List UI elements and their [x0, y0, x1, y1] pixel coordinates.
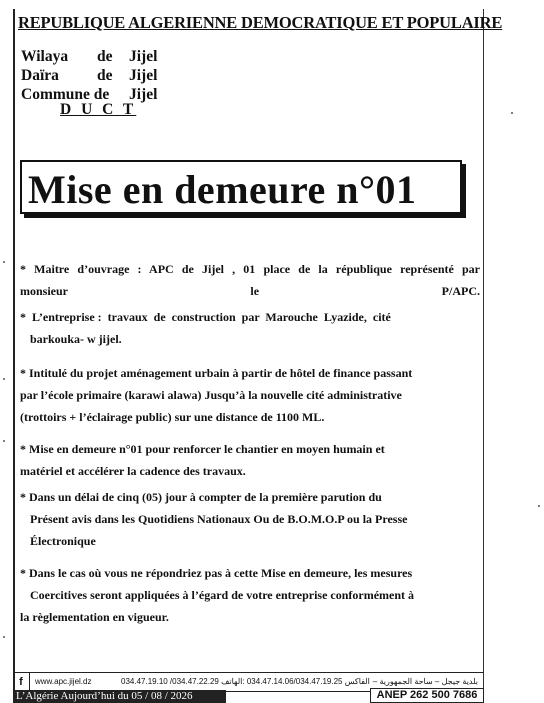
newspaper-dateline: L’Algérie Aujourd’hui du 05 / 08 / 2026: [13, 690, 226, 703]
wilaya-value: Jijel: [129, 48, 158, 65]
department-label: D U C T: [60, 101, 137, 118]
commune-value: Jijel: [129, 86, 158, 103]
republic-header: REPUBLIQUE ALGERIENNE DEMOCRATIQUE ET POPULAIRE: [18, 13, 503, 32]
paragraph-mesures: * Dans le cas où vous ne répondriez pas à cette Mise en demeure, les mesures Coercitives seront appliquées à l’égard de votre entreprise conformément à la règlementation en vigueur.: [20, 566, 415, 624]
website-link[interactable]: www.apc.jijel.dz: [35, 677, 92, 686]
facebook-icon[interactable]: f: [13, 673, 30, 691]
arabic-address: بلدية جيجل – ساحة الجمهورية –: [372, 677, 478, 686]
notice-body: [20, 258, 480, 628]
scan-speck: [511, 112, 513, 114]
scan-speck: [3, 440, 5, 442]
paragraph-delai: * Dans un délai de cinq (05) jour à compter de la première parution du Présent avis dans les Quotidiens Nationaux Ou de B.O.M.O.P ou la Presse Électronique: [20, 490, 408, 548]
daira-sep: de: [97, 67, 113, 84]
paragraph-intitule: * Intitulé du projet aménagement urbain à partir de hôtel de finance passant par l’école primaire (karawi alawa) Jusqu’à la nouvelle cité administrative (trottoirs + l’éclairage public) sur une distance de 1100 ML.: [20, 366, 413, 424]
notice-title: Mise en demeure n°01: [28, 167, 417, 212]
scan-speck: [3, 261, 5, 263]
scan-speck: [3, 378, 5, 380]
scan-speck: [3, 636, 5, 638]
daira-row: [21, 66, 157, 85]
daira-value: Jijel: [129, 67, 158, 84]
wilaya-sep: de: [97, 48, 113, 65]
administrative-block: [21, 47, 157, 104]
commune-label: Commune de: [21, 86, 110, 103]
scan-speck: [538, 505, 540, 507]
paragraph-maitre-ouvrage: * Maitre d’ouvrage : APC de Jijel , 01 place de la république représenté par monsieur le P/APC.: [20, 262, 480, 298]
wilaya-row: [21, 47, 157, 66]
wilaya-label: Wilaya: [21, 48, 69, 65]
paragraph-entreprise: * L’entreprise : travaux de construction par Marouche Lyazide, cité barkouka- w jijel.: [20, 310, 391, 346]
phone-fax-numbers: 034.47.19.10 /034.47.22.29 الفاكس 034.47.14.06/034.47.19.25 :الهاتف: [121, 677, 370, 686]
title-box: [20, 160, 462, 214]
paragraph-mise-en-demeure: * Mise en demeure n°01 pour renforcer le chantier en moyen humain et matériel et accélérer la cadence des travaux.: [20, 442, 385, 478]
daira-label: Daïra: [21, 67, 59, 84]
anep-reference: ANEP 262 500 7686: [370, 688, 484, 703]
